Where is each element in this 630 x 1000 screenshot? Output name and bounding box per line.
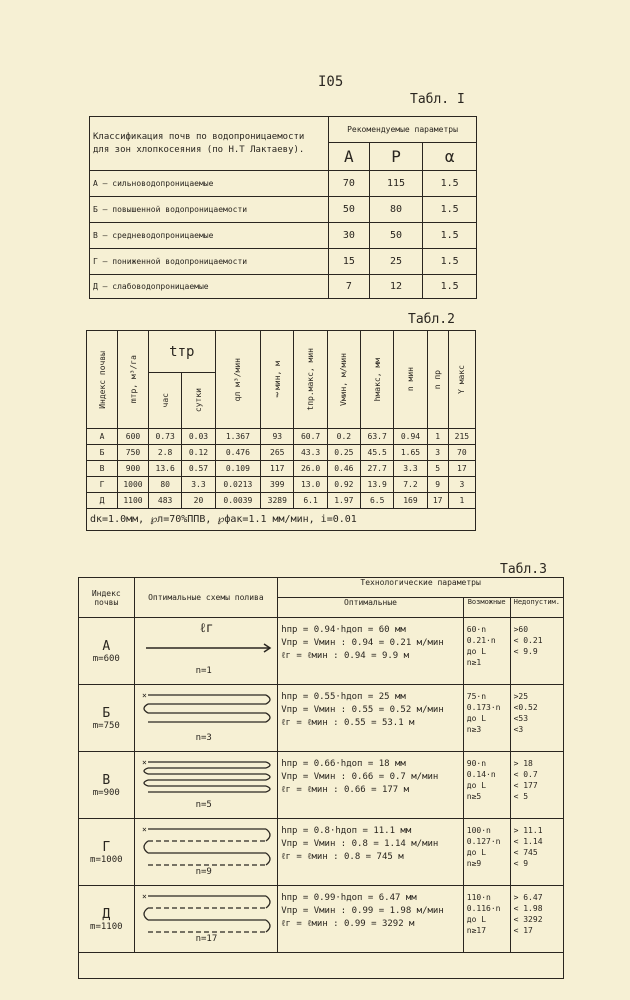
table2-cell: 1.65 bbox=[394, 445, 427, 461]
furrow-turn bbox=[266, 896, 270, 908]
table2-header-tmax bbox=[294, 331, 327, 429]
param-line: <0.52 bbox=[513, 703, 538, 712]
table2-cell: 70 bbox=[448, 445, 475, 461]
soil-index: В bbox=[102, 772, 111, 788]
param-line: hпр = 0.66·hдоп = 18 мм bbox=[281, 759, 406, 769]
table2-header-v bbox=[327, 331, 360, 429]
soil-index: Д bbox=[102, 906, 111, 922]
scheme-n-label: n=1 bbox=[195, 666, 212, 676]
table2-cell: 0.03 bbox=[182, 429, 215, 445]
table2-cell: 600 bbox=[118, 429, 149, 445]
table2-cell: 3 bbox=[427, 445, 448, 461]
start-mark: × bbox=[141, 758, 147, 767]
table2-cell: 1.367 bbox=[215, 429, 261, 445]
table3-footer-row bbox=[79, 953, 564, 979]
table1-cell: 12 bbox=[369, 275, 423, 299]
table2-cell: 169 bbox=[394, 493, 427, 509]
furrow-turn bbox=[144, 841, 148, 853]
table2-cell: 215 bbox=[448, 429, 475, 445]
table2-cell: 1000 bbox=[118, 477, 149, 493]
param-line: 110·n bbox=[466, 893, 491, 902]
table2-header-tmax-text: tпр.макс, мин bbox=[306, 348, 316, 411]
table2-cell: 7.2 bbox=[394, 477, 427, 493]
table2-cell: 900 bbox=[118, 461, 149, 477]
table2-cell: Г bbox=[87, 477, 118, 493]
table2-cell: 1100 bbox=[118, 493, 149, 509]
param-line: < 1.14 bbox=[513, 837, 543, 846]
table3-header-optimal: Оптимальные bbox=[278, 598, 464, 618]
param-line: до L bbox=[466, 781, 487, 790]
furrow-turn bbox=[266, 786, 270, 792]
param-line: > 18 bbox=[513, 759, 533, 768]
table2-cell: 2.8 bbox=[149, 445, 182, 461]
table2-cell: 3.3 bbox=[182, 477, 215, 493]
table2-header-npr bbox=[427, 331, 448, 429]
table2-cell: 5 bbox=[427, 461, 448, 477]
start-mark: × bbox=[141, 825, 147, 834]
param-line: Vпр = Vмин : 0.66 = 0.7 м/мин bbox=[281, 772, 439, 782]
scheme-n-label: n=3 bbox=[195, 733, 212, 743]
table2-cell: 26.0 bbox=[294, 461, 327, 477]
param-line: n≥3 bbox=[466, 725, 482, 734]
param-line: >60 bbox=[513, 625, 529, 634]
param-line: n≥9 bbox=[466, 859, 482, 868]
table1-row-label: Д – слабоводопроницаемые bbox=[90, 275, 329, 299]
table3-invalid-cell bbox=[510, 886, 563, 953]
table1-cell: 1.5 bbox=[423, 223, 477, 249]
table2-header-t-day bbox=[182, 373, 215, 429]
table2-header-t-hour bbox=[149, 373, 182, 429]
table3-optimal-cell bbox=[278, 819, 464, 886]
table3-header-invalid: Недопустим. bbox=[510, 598, 563, 618]
table1-cell: 1.5 bbox=[423, 275, 477, 299]
table3-row bbox=[79, 685, 564, 752]
scheme-length-label: ℓг bbox=[199, 621, 214, 636]
furrow-turn bbox=[144, 704, 148, 713]
table1 bbox=[89, 116, 477, 299]
table3-header-tech: Технологические параметры bbox=[278, 578, 564, 598]
table2-header-q bbox=[215, 331, 261, 429]
scheme-n-label: n=5 bbox=[195, 800, 212, 810]
table3-invalid-cell bbox=[510, 819, 563, 886]
table2-header-v-text: Vмин, м/мин bbox=[339, 353, 349, 406]
param-line: hпр = 0.99·hдоп = 6.47 мм bbox=[281, 893, 417, 903]
param-line: < 5 bbox=[513, 792, 529, 801]
table2-cell: Д bbox=[87, 493, 118, 509]
param-line: до L bbox=[466, 848, 487, 857]
param-line: <3 bbox=[513, 725, 524, 734]
table2-header-n bbox=[394, 331, 427, 429]
soil-norm: m=750 bbox=[92, 720, 120, 731]
table2-header-t-hour-text: час bbox=[160, 393, 170, 408]
soil-index: A bbox=[102, 638, 111, 654]
param-line: < 9.9 bbox=[513, 647, 538, 656]
table2-cell: 3 bbox=[448, 477, 475, 493]
table2-cell: 0.476 bbox=[215, 445, 261, 461]
scheme-n-label: n=9 bbox=[195, 867, 212, 877]
table2-cell: 1 bbox=[448, 493, 475, 509]
table1-cell: 25 bbox=[369, 249, 423, 275]
table3-header-schemes: Оптимальные схемы полива bbox=[134, 578, 278, 618]
table2-cell: 0.57 bbox=[182, 461, 215, 477]
scheme-wrapper bbox=[138, 886, 275, 952]
table1-cell: 50 bbox=[369, 223, 423, 249]
param-line: 60·n bbox=[466, 625, 487, 634]
param-line: n≥5 bbox=[466, 792, 482, 801]
table2-cell: Б bbox=[87, 445, 118, 461]
param-line: < 177 bbox=[513, 781, 538, 790]
table2-header-n-text: n мин bbox=[405, 367, 415, 392]
table3-scheme-cell bbox=[134, 819, 278, 886]
furrow-turn bbox=[266, 762, 270, 768]
param-line: до L bbox=[466, 647, 487, 656]
table3-row bbox=[79, 819, 564, 886]
table2-header-index bbox=[87, 331, 118, 429]
table1-row-label: A – сильноводопроницаемые bbox=[90, 171, 329, 197]
page-number: I05 bbox=[318, 74, 344, 90]
table2-cell: 13.9 bbox=[361, 477, 394, 493]
table2-row bbox=[87, 477, 476, 493]
table2-header-q-text: qл м³/мин bbox=[233, 357, 243, 402]
table3-invalid-cell bbox=[510, 752, 563, 819]
param-line: ℓг = ℓмин : 0.94 = 9.9 м bbox=[281, 651, 410, 661]
table3-index-cell bbox=[79, 819, 135, 886]
param-line: > 6.47 bbox=[513, 893, 543, 902]
param-line: < 1.98 bbox=[513, 904, 543, 913]
table2-header-t: tтр bbox=[149, 331, 216, 373]
table2-row bbox=[87, 445, 476, 461]
param-line: 0.14·n bbox=[466, 770, 496, 779]
table2-header-l bbox=[261, 331, 294, 429]
param-line: <53 bbox=[513, 714, 529, 723]
table2 bbox=[86, 330, 476, 531]
param-line: 0.116·n bbox=[466, 904, 501, 913]
table2-cell: 1.97 bbox=[327, 493, 360, 509]
table2-cell: 0.25 bbox=[327, 445, 360, 461]
scheme-wrapper bbox=[138, 752, 275, 818]
table2-cell: 117 bbox=[261, 461, 294, 477]
furrow-turn bbox=[266, 829, 270, 841]
table3-row bbox=[79, 618, 564, 685]
table3-index-cell bbox=[79, 618, 135, 685]
param-line: Vпр = Vмин : 0.55 = 0.52 м/мин bbox=[281, 705, 444, 715]
param-line: ℓг = ℓмин : 0.55 = 53.1 м bbox=[281, 718, 415, 728]
table2-header-npr-text: n пр bbox=[433, 369, 443, 390]
table3-scheme-cell bbox=[134, 886, 278, 953]
param-line: < 3292 bbox=[513, 915, 543, 924]
table3-row bbox=[79, 752, 564, 819]
param-line: 0.21·n bbox=[466, 636, 496, 645]
table1-cell: 1.5 bbox=[423, 171, 477, 197]
furrow-turn bbox=[266, 695, 270, 704]
table2-row bbox=[87, 429, 476, 445]
param-line: 0.127·n bbox=[466, 837, 501, 846]
table2-cell: A bbox=[87, 429, 118, 445]
table3 bbox=[78, 577, 564, 979]
table2-header-m-text: mтр, м³/га bbox=[128, 355, 138, 404]
table3-possible-cell bbox=[463, 752, 510, 819]
table3-scheme-cell bbox=[134, 752, 278, 819]
table3-scheme-cell bbox=[134, 685, 278, 752]
table2-caption: Табл.2 bbox=[408, 312, 455, 327]
table2-cell: 6.5 bbox=[361, 493, 394, 509]
table2-cell: 0.2 bbox=[327, 429, 360, 445]
table3-optimal-cell bbox=[278, 618, 464, 685]
param-line: < 745 bbox=[513, 848, 538, 857]
table2-cell: 483 bbox=[149, 493, 182, 509]
param-line: n≥17 bbox=[466, 926, 487, 935]
param-line: ℓг = ℓмин : 0.66 = 177 м bbox=[281, 785, 410, 795]
table3-optimal-cell bbox=[278, 685, 464, 752]
furrow-turn bbox=[266, 713, 270, 722]
table3-possible-cell bbox=[463, 819, 510, 886]
table2-row bbox=[87, 461, 476, 477]
scheme-wrapper bbox=[138, 618, 275, 684]
table2-cell: 0.0213 bbox=[215, 477, 261, 493]
table2-header-index-text: Индекс почвы bbox=[97, 350, 107, 409]
table2-cell: 0.12 bbox=[182, 445, 215, 461]
param-line: hпр = 0.94·hдоп = 60 мм bbox=[281, 625, 406, 635]
table3-invalid-cell bbox=[510, 685, 563, 752]
table2-cell: 0.73 bbox=[149, 429, 182, 445]
table2-cell: 0.109 bbox=[215, 461, 261, 477]
table2-header-t-day-text: сутки bbox=[193, 388, 203, 413]
start-mark: × bbox=[141, 892, 147, 901]
soil-norm: m=600 bbox=[92, 653, 120, 664]
table2-cell: 0.0039 bbox=[215, 493, 261, 509]
table1-row-label: Г – пониженной водопроницаемости bbox=[90, 249, 329, 275]
table2-cell: 3.3 bbox=[394, 461, 427, 477]
table2-row bbox=[87, 493, 476, 509]
param-line: >25 bbox=[513, 692, 529, 701]
table3-possible-cell bbox=[463, 618, 510, 685]
table1-cell: 80 bbox=[369, 197, 423, 223]
table2-cell: 9 bbox=[427, 477, 448, 493]
table2-header-l-text: ℓмин, м bbox=[272, 360, 282, 399]
param-line: n≥1 bbox=[466, 658, 482, 667]
scheme-wrapper bbox=[138, 819, 275, 885]
furrow-turn bbox=[266, 853, 270, 865]
soil-index: Г bbox=[102, 839, 111, 855]
table2-cell: 63.7 bbox=[361, 429, 394, 445]
table2-cell: 0.92 bbox=[327, 477, 360, 493]
table3-optimal-cell bbox=[278, 886, 464, 953]
param-line: до L bbox=[466, 714, 487, 723]
table1-cell: 1.5 bbox=[423, 197, 477, 223]
furrow-turn bbox=[266, 774, 270, 780]
table2-header-h bbox=[361, 331, 394, 429]
table3-possible-cell bbox=[463, 685, 510, 752]
table3-optimal-cell bbox=[278, 752, 464, 819]
table2-cell: 43.3 bbox=[294, 445, 327, 461]
table3-possible-cell bbox=[463, 886, 510, 953]
soil-norm: m=1000 bbox=[90, 854, 123, 865]
table2-cell: 17 bbox=[427, 493, 448, 509]
table2-cell: 399 bbox=[261, 477, 294, 493]
table1-row-label: Б – повышенной водопроницаемости bbox=[90, 197, 329, 223]
table2-cell: 13.0 bbox=[294, 477, 327, 493]
table1-cell: 7 bbox=[329, 275, 370, 299]
table2-cell: 3289 bbox=[261, 493, 294, 509]
table3-index-cell bbox=[79, 685, 135, 752]
param-line: < 0.7 bbox=[513, 770, 538, 779]
table2-cell: 60.7 bbox=[294, 429, 327, 445]
start-mark: × bbox=[141, 691, 147, 700]
table1-cell: 115 bbox=[369, 171, 423, 197]
table1-cell: 50 bbox=[329, 197, 370, 223]
table1-cell: 30 bbox=[329, 223, 370, 249]
table2-cell: 0.46 bbox=[327, 461, 360, 477]
table1-header-params: Рекомендуемые параметры bbox=[329, 117, 477, 143]
table3-index-cell bbox=[79, 752, 135, 819]
table2-cell: 27.7 bbox=[361, 461, 394, 477]
param-line: 100·n bbox=[466, 826, 491, 835]
param-line: hпр = 0.55·hдоп = 25 мм bbox=[281, 692, 406, 702]
table1-cell: 1.5 bbox=[423, 249, 477, 275]
table3-header-possible: Возможные bbox=[463, 598, 510, 618]
table3-row bbox=[79, 886, 564, 953]
param-line: ℓг = ℓмин : 0.99 = 3292 м bbox=[281, 919, 415, 929]
param-line: Vпр = Vмин : 0.99 = 1.98 м/мин bbox=[281, 906, 444, 916]
param-line: < 17 bbox=[513, 926, 533, 935]
table2-header-ymax-text: Y макс bbox=[457, 365, 467, 394]
soil-index: Б bbox=[102, 705, 111, 721]
table1-cell: 70 bbox=[329, 171, 370, 197]
table2-header-m bbox=[118, 331, 149, 429]
param-line: > 11.1 bbox=[513, 826, 543, 835]
table2-header-ymax bbox=[448, 331, 475, 429]
table2-header-h-text: hмакс, мм bbox=[372, 357, 382, 402]
param-line: 0.173·n bbox=[466, 703, 501, 712]
table3-scheme-cell bbox=[134, 618, 278, 685]
table2-note: dк=1.0мм, ℘л=70%ППВ, ℘фак=1.1 мм/мин, i=0.01 bbox=[87, 509, 476, 531]
table2-cell: 6.1 bbox=[294, 493, 327, 509]
table1-col-a: A bbox=[329, 143, 370, 171]
table1-row-label: В – средневодопроницаемые bbox=[90, 223, 329, 249]
table2-cell: 80 bbox=[149, 477, 182, 493]
table1-col-alpha: α bbox=[423, 143, 477, 171]
table2-cell: В bbox=[87, 461, 118, 477]
table3-invalid-cell bbox=[510, 618, 563, 685]
soil-norm: m=1100 bbox=[90, 921, 123, 932]
table2-cell: 17 bbox=[448, 461, 475, 477]
param-line: Vпр = Vмин : 0.8 = 1.14 м/мин bbox=[281, 839, 439, 849]
table1-caption: Табл. I bbox=[410, 92, 465, 107]
table1-col-p: P bbox=[369, 143, 423, 171]
table2-cell: 750 bbox=[118, 445, 149, 461]
table3-index-cell bbox=[79, 886, 135, 953]
table2-cell: 265 bbox=[261, 445, 294, 461]
param-line: Vпр = Vмин : 0.94 = 0.21 м/мин bbox=[281, 638, 444, 648]
param-line: < 9 bbox=[513, 859, 529, 868]
param-line: 90·n bbox=[466, 759, 487, 768]
param-line: < 0.21 bbox=[513, 636, 543, 645]
soil-norm: m=900 bbox=[92, 787, 120, 798]
scheme-wrapper bbox=[138, 685, 275, 751]
table2-cell: 0.94 bbox=[394, 429, 427, 445]
table2-cell: 20 bbox=[182, 493, 215, 509]
table1-header-title: Классификация почв по водопроницаемости для зон хлопкосеяния (по Н.Т Лактаеву). bbox=[90, 117, 329, 171]
furrow-turn bbox=[266, 920, 270, 932]
table3-header-index: Индекс почвы bbox=[79, 578, 135, 618]
table1-cell: 15 bbox=[329, 249, 370, 275]
furrow-turn bbox=[144, 908, 148, 920]
furrow-turn bbox=[144, 780, 148, 786]
param-line: 75·n bbox=[466, 692, 487, 701]
table3-caption: Табл.3 bbox=[500, 562, 547, 577]
param-line: ℓг = ℓмин : 0.8 = 745 м bbox=[281, 852, 404, 862]
param-line: до L bbox=[466, 915, 487, 924]
table2-cell: 13.6 bbox=[149, 461, 182, 477]
furrow-turn bbox=[144, 768, 148, 774]
table2-cell: 1 bbox=[427, 429, 448, 445]
table2-cell: 45.5 bbox=[361, 445, 394, 461]
table2-cell: 93 bbox=[261, 429, 294, 445]
param-line: hпр = 0.8·hдоп = 11.1 мм bbox=[281, 826, 412, 836]
scheme-n-label: n=17 bbox=[195, 934, 218, 944]
